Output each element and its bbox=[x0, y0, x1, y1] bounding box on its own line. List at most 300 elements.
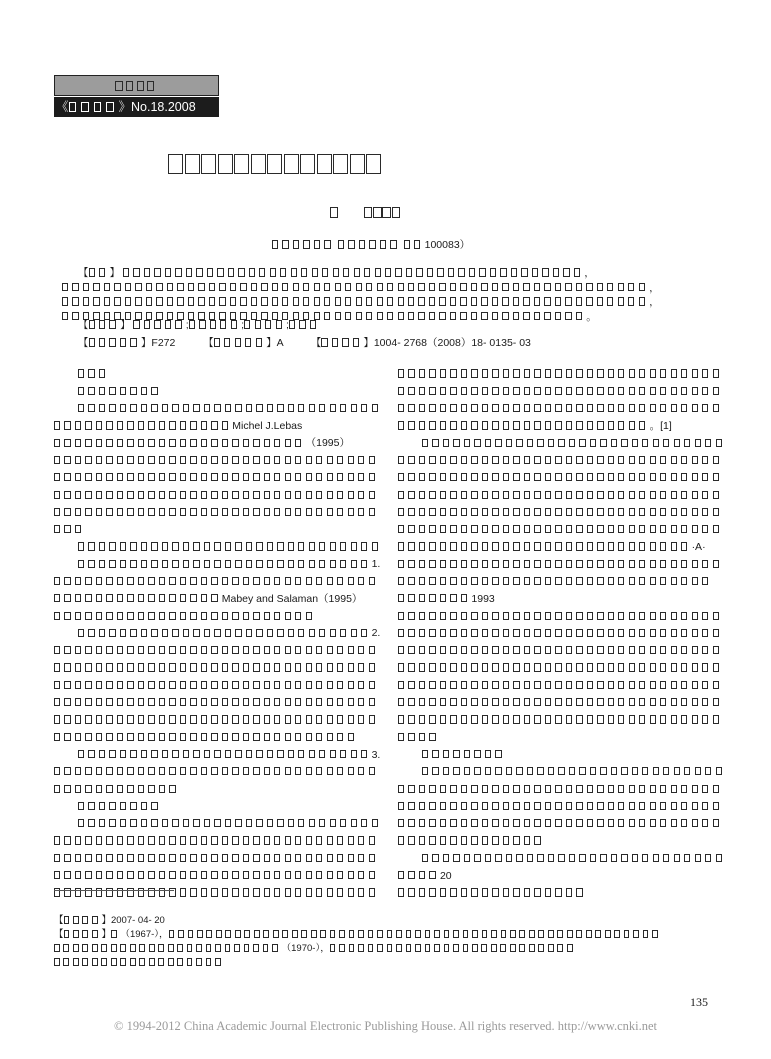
glyph-box bbox=[54, 612, 60, 620]
glyph-box bbox=[702, 715, 708, 723]
glyph-box bbox=[267, 819, 273, 827]
glyph-box bbox=[408, 473, 414, 481]
glyph-box bbox=[256, 629, 262, 637]
glyph-box bbox=[106, 473, 112, 481]
body-line bbox=[54, 470, 374, 487]
glyph-box bbox=[130, 387, 136, 395]
glyph-box bbox=[295, 733, 301, 741]
glyph-box bbox=[574, 268, 580, 276]
glyph-box bbox=[632, 439, 638, 447]
glyph-box bbox=[201, 836, 207, 844]
glyph-box bbox=[201, 871, 207, 879]
glyph-box bbox=[316, 854, 322, 862]
glyph-box bbox=[277, 750, 283, 758]
glyph-box bbox=[232, 888, 238, 896]
glyph-box bbox=[618, 663, 624, 671]
glyph-box bbox=[148, 421, 154, 429]
glyph-box bbox=[387, 944, 393, 951]
glyph-box bbox=[713, 629, 719, 637]
glyph-box bbox=[408, 421, 414, 429]
glyph-box bbox=[660, 369, 666, 377]
glyph-box bbox=[408, 612, 414, 620]
glyph-box bbox=[264, 854, 270, 862]
glyph-box bbox=[639, 508, 645, 516]
glyph-box bbox=[500, 268, 506, 276]
glyph-box bbox=[395, 268, 401, 276]
glyph-box bbox=[450, 888, 456, 896]
glyph-box bbox=[548, 767, 554, 775]
glyph-box bbox=[545, 819, 551, 827]
glyph-box bbox=[524, 646, 530, 654]
glyph-box bbox=[461, 612, 467, 620]
glyph-box bbox=[330, 404, 336, 412]
abstract-line: 。 bbox=[62, 310, 722, 324]
glyph-box bbox=[225, 629, 231, 637]
glyph-box bbox=[235, 629, 241, 637]
glyph-box bbox=[440, 802, 446, 810]
glyph-box bbox=[206, 930, 212, 937]
glyph-box bbox=[369, 508, 375, 516]
glyph-box bbox=[639, 785, 645, 793]
glyph-box bbox=[671, 473, 677, 481]
glyph-box bbox=[408, 629, 414, 637]
glyph-box bbox=[162, 542, 168, 550]
glyph-box bbox=[214, 629, 220, 637]
glyph-box bbox=[264, 439, 270, 447]
glyph-box bbox=[450, 369, 456, 377]
glyph-box bbox=[398, 785, 404, 793]
body-line bbox=[398, 522, 718, 539]
glyph-box bbox=[64, 594, 70, 602]
glyph-box bbox=[681, 663, 687, 671]
glyph-box bbox=[222, 421, 228, 429]
glyph-box bbox=[96, 612, 102, 620]
glyph-box bbox=[618, 819, 624, 827]
glyph-box bbox=[285, 871, 291, 879]
glyph-box bbox=[555, 387, 561, 395]
glyph-box bbox=[99, 268, 105, 276]
glyph-box bbox=[75, 767, 81, 775]
body-line bbox=[54, 504, 374, 521]
glyph-box bbox=[692, 681, 698, 689]
glyph-box bbox=[555, 681, 561, 689]
glyph-box bbox=[607, 283, 613, 291]
glyph-box bbox=[492, 888, 498, 896]
glyph-box bbox=[366, 297, 372, 305]
glyph-box bbox=[169, 508, 175, 516]
glyph-box bbox=[327, 767, 333, 775]
glyph-box bbox=[201, 594, 207, 602]
glyph-box bbox=[99, 404, 105, 412]
glyph-box bbox=[285, 854, 291, 862]
body-column-left bbox=[54, 366, 381, 902]
glyph-box bbox=[141, 560, 147, 568]
glyph-box bbox=[327, 577, 333, 585]
glyph-box bbox=[332, 338, 338, 346]
glyph-box bbox=[597, 646, 603, 654]
glyph-box bbox=[408, 387, 414, 395]
glyph-box bbox=[154, 320, 160, 328]
glyph-box bbox=[618, 473, 624, 481]
glyph-box bbox=[527, 854, 533, 862]
glyph-box bbox=[429, 456, 435, 464]
glyph-box bbox=[222, 646, 228, 654]
glyph-box bbox=[358, 888, 364, 896]
glyph-box bbox=[702, 785, 708, 793]
glyph-box bbox=[702, 387, 708, 395]
glyph-box bbox=[481, 283, 487, 291]
glyph-box bbox=[545, 888, 551, 896]
glyph-box bbox=[92, 944, 98, 951]
glyph-box bbox=[159, 663, 165, 671]
glyph-box bbox=[75, 785, 81, 793]
glyph-box bbox=[545, 715, 551, 723]
glyph-box bbox=[356, 312, 362, 320]
glyph-box bbox=[106, 871, 112, 879]
glyph-box bbox=[274, 439, 280, 447]
glyph-box bbox=[639, 577, 645, 585]
glyph-box bbox=[106, 681, 112, 689]
keywords-line bbox=[78, 318, 320, 332]
glyph-box bbox=[492, 421, 498, 429]
glyph-box bbox=[429, 491, 435, 499]
glyph-box bbox=[639, 491, 645, 499]
glyph-box bbox=[264, 612, 270, 620]
glyph-box bbox=[340, 819, 346, 827]
glyph-box bbox=[358, 715, 364, 723]
glyph-box bbox=[671, 404, 677, 412]
glyph-box bbox=[64, 836, 70, 844]
glyph-box bbox=[495, 767, 501, 775]
glyph-box bbox=[369, 767, 375, 775]
glyph-box bbox=[138, 646, 144, 654]
glyph-box bbox=[215, 944, 221, 951]
glyph-box bbox=[120, 542, 126, 550]
glyph-box bbox=[211, 456, 217, 464]
glyph-box bbox=[272, 240, 278, 248]
body-line bbox=[54, 677, 374, 694]
glyph-box bbox=[419, 802, 425, 810]
glyph-box bbox=[471, 456, 477, 464]
glyph-box bbox=[120, 944, 126, 951]
keywords-label-open: 【 bbox=[78, 319, 89, 331]
glyph-box bbox=[471, 577, 477, 585]
glyph-box bbox=[311, 930, 317, 937]
glyph-box bbox=[246, 542, 252, 550]
glyph-box bbox=[253, 698, 259, 706]
glyph-box bbox=[548, 944, 554, 951]
glyph-box bbox=[154, 268, 160, 276]
glyph-box bbox=[481, 944, 487, 951]
glyph-box bbox=[358, 871, 364, 879]
glyph-box bbox=[96, 594, 102, 602]
glyph-box bbox=[492, 560, 498, 568]
glyph-box bbox=[187, 958, 193, 965]
glyph-box bbox=[204, 542, 210, 550]
body-line bbox=[398, 677, 718, 694]
glyph-box bbox=[148, 456, 154, 464]
journal-reference bbox=[54, 97, 219, 117]
glyph-box bbox=[608, 681, 614, 689]
glyph-box bbox=[222, 836, 228, 844]
glyph-box bbox=[133, 268, 139, 276]
glyph-box bbox=[159, 854, 165, 862]
glyph-box bbox=[139, 958, 145, 965]
glyph-box bbox=[587, 491, 593, 499]
glyph-box bbox=[264, 836, 270, 844]
glyph-box bbox=[130, 404, 136, 412]
glyph-box bbox=[576, 312, 582, 320]
glyph-box bbox=[322, 268, 328, 276]
glyph-box bbox=[576, 698, 582, 706]
glyph-box bbox=[576, 612, 582, 620]
glyph-box bbox=[471, 785, 477, 793]
glyph-box bbox=[495, 854, 501, 862]
glyph-box bbox=[222, 681, 228, 689]
glyph-box bbox=[471, 404, 477, 412]
glyph-box bbox=[429, 525, 435, 533]
glyph-box bbox=[692, 491, 698, 499]
glyph-box bbox=[492, 283, 498, 291]
glyph-box bbox=[109, 750, 115, 758]
glyph-box bbox=[408, 542, 414, 550]
glyph-box bbox=[513, 312, 519, 320]
glyph-box bbox=[513, 646, 519, 654]
glyph-box bbox=[566, 369, 572, 377]
glyph-box bbox=[351, 560, 357, 568]
glyph-box bbox=[639, 560, 645, 568]
glyph-box bbox=[555, 560, 561, 568]
glyph-box bbox=[267, 629, 273, 637]
glyph-box bbox=[569, 439, 575, 447]
glyph-box bbox=[338, 240, 344, 248]
glyph-box bbox=[608, 473, 614, 481]
glyph-box bbox=[183, 819, 189, 827]
glyph-box bbox=[180, 491, 186, 499]
glyph-box bbox=[243, 698, 249, 706]
glyph-box bbox=[214, 542, 220, 550]
glyph-box bbox=[408, 508, 414, 516]
glyph-box bbox=[523, 312, 529, 320]
glyph-box bbox=[674, 439, 680, 447]
glyph-box bbox=[461, 508, 467, 516]
glyph-box bbox=[597, 629, 603, 637]
glyph-box bbox=[185, 154, 200, 174]
glyph-box bbox=[158, 958, 164, 965]
glyph-box bbox=[253, 767, 259, 775]
glyph-box bbox=[440, 612, 446, 620]
glyph-box bbox=[618, 646, 624, 654]
glyph-box bbox=[190, 612, 196, 620]
glyph-box bbox=[387, 283, 393, 291]
glyph-box bbox=[366, 283, 372, 291]
affiliation-part-a bbox=[272, 239, 335, 251]
glyph-box bbox=[54, 525, 60, 533]
glyph-box bbox=[587, 508, 593, 516]
glyph-box bbox=[429, 629, 435, 637]
glyph-box bbox=[471, 888, 477, 896]
glyph-box bbox=[267, 542, 273, 550]
glyph-box bbox=[650, 663, 656, 671]
glyph-box bbox=[629, 491, 635, 499]
glyph-box bbox=[524, 612, 530, 620]
glyph-box bbox=[608, 663, 614, 671]
glyph-box bbox=[419, 456, 425, 464]
glyph-box bbox=[576, 473, 582, 481]
glyph-box bbox=[566, 387, 572, 395]
glyph-box bbox=[660, 508, 666, 516]
glyph-box bbox=[64, 439, 70, 447]
glyph-box bbox=[450, 785, 456, 793]
glyph-box bbox=[127, 491, 133, 499]
body-column-right bbox=[398, 366, 718, 902]
glyph-box bbox=[629, 421, 635, 429]
glyph-box bbox=[243, 508, 249, 516]
glyph-box bbox=[284, 154, 299, 174]
glyph-box bbox=[702, 577, 708, 585]
glyph-box bbox=[375, 268, 381, 276]
glyph-box bbox=[256, 560, 262, 568]
glyph-box bbox=[705, 854, 711, 862]
glyph-box bbox=[545, 577, 551, 585]
glyph-box bbox=[684, 854, 690, 862]
glyph-box bbox=[162, 404, 168, 412]
glyph-box bbox=[96, 698, 102, 706]
glyph-box bbox=[106, 715, 112, 723]
glyph-box bbox=[333, 154, 348, 174]
glyph-box bbox=[650, 785, 656, 793]
glyph-box bbox=[218, 154, 233, 174]
glyph-box bbox=[151, 387, 157, 395]
glyph-box bbox=[398, 663, 404, 671]
glyph-box bbox=[639, 542, 645, 550]
glyph-box bbox=[285, 439, 291, 447]
glyph-box bbox=[177, 283, 183, 291]
glyph-box bbox=[348, 577, 354, 585]
glyph-box bbox=[513, 698, 519, 706]
glyph-box bbox=[106, 508, 112, 516]
glyph-box bbox=[101, 958, 107, 965]
glyph-box bbox=[545, 646, 551, 654]
glyph-box bbox=[369, 871, 375, 879]
footnote-rule bbox=[54, 890, 174, 891]
glyph-box bbox=[419, 560, 425, 568]
body-line bbox=[54, 522, 374, 539]
glyph-box bbox=[159, 577, 165, 585]
glyph-box bbox=[629, 785, 635, 793]
glyph-box bbox=[88, 750, 94, 758]
glyph-box bbox=[713, 456, 719, 464]
glyph-box bbox=[193, 404, 199, 412]
glyph-box bbox=[120, 404, 126, 412]
body-line bbox=[54, 868, 374, 885]
glyph-box bbox=[148, 663, 154, 671]
glyph-box bbox=[579, 767, 585, 775]
glyph-box bbox=[555, 646, 561, 654]
glyph-box bbox=[148, 871, 154, 879]
body-line: Michel J.Lebas bbox=[54, 418, 374, 435]
glyph-box bbox=[358, 456, 364, 464]
glyph-box bbox=[222, 733, 228, 741]
glyph-box bbox=[618, 681, 624, 689]
glyph-box bbox=[369, 473, 375, 481]
glyph-box bbox=[576, 646, 582, 654]
glyph-box bbox=[545, 369, 551, 377]
glyph-box bbox=[450, 421, 456, 429]
glyph-box bbox=[576, 456, 582, 464]
glyph-box bbox=[429, 888, 435, 896]
glyph-box bbox=[83, 297, 89, 305]
glyph-box bbox=[372, 542, 378, 550]
glyph-box bbox=[398, 297, 404, 305]
glyph-box bbox=[681, 785, 687, 793]
glyph-box bbox=[534, 802, 540, 810]
glyph-box bbox=[450, 698, 456, 706]
glyph-box bbox=[89, 338, 95, 346]
journal-name bbox=[69, 100, 119, 114]
glyph-box bbox=[93, 297, 99, 305]
glyph-box bbox=[169, 767, 175, 775]
glyph-box bbox=[324, 297, 330, 305]
glyph-box bbox=[534, 421, 540, 429]
glyph-box bbox=[482, 629, 488, 637]
glyph-box bbox=[471, 421, 477, 429]
glyph-box bbox=[222, 715, 228, 723]
glyph-box bbox=[404, 240, 410, 248]
glyph-box bbox=[306, 508, 312, 516]
body-line bbox=[398, 850, 718, 867]
glyph-box bbox=[201, 439, 207, 447]
glyph-box bbox=[503, 802, 509, 810]
glyph-box bbox=[429, 560, 435, 568]
glyph-box bbox=[253, 854, 259, 862]
glyph-box bbox=[482, 387, 488, 395]
glyph-box bbox=[361, 404, 367, 412]
glyph-box bbox=[471, 369, 477, 377]
glyph-box bbox=[440, 681, 446, 689]
glyph-box bbox=[398, 283, 404, 291]
glyph-box bbox=[159, 681, 165, 689]
glyph-box bbox=[54, 733, 60, 741]
glyph-box bbox=[534, 283, 540, 291]
glyph-box bbox=[702, 560, 708, 568]
glyph-box bbox=[524, 888, 530, 896]
glyph-box bbox=[387, 312, 393, 320]
glyph-box bbox=[702, 404, 708, 412]
glyph-box bbox=[210, 320, 216, 328]
glyph-box bbox=[138, 421, 144, 429]
glyph-box bbox=[608, 421, 614, 429]
glyph-box bbox=[348, 681, 354, 689]
glyph-box bbox=[256, 542, 262, 550]
glyph-box bbox=[277, 819, 283, 827]
glyph-box bbox=[398, 733, 404, 741]
body-line: 1. bbox=[54, 556, 374, 573]
glyph-box bbox=[358, 473, 364, 481]
glyph-box bbox=[127, 508, 133, 516]
glyph-box bbox=[245, 338, 251, 346]
glyph-box bbox=[109, 802, 115, 810]
glyph-box bbox=[159, 456, 165, 464]
glyph-box bbox=[225, 750, 231, 758]
affiliation-part-b bbox=[338, 239, 401, 251]
glyph-box bbox=[492, 681, 498, 689]
glyph-box bbox=[106, 421, 112, 429]
glyph-box bbox=[188, 930, 194, 937]
glyph-box bbox=[544, 283, 550, 291]
glyph-box bbox=[597, 508, 603, 516]
glyph-box bbox=[557, 944, 563, 951]
